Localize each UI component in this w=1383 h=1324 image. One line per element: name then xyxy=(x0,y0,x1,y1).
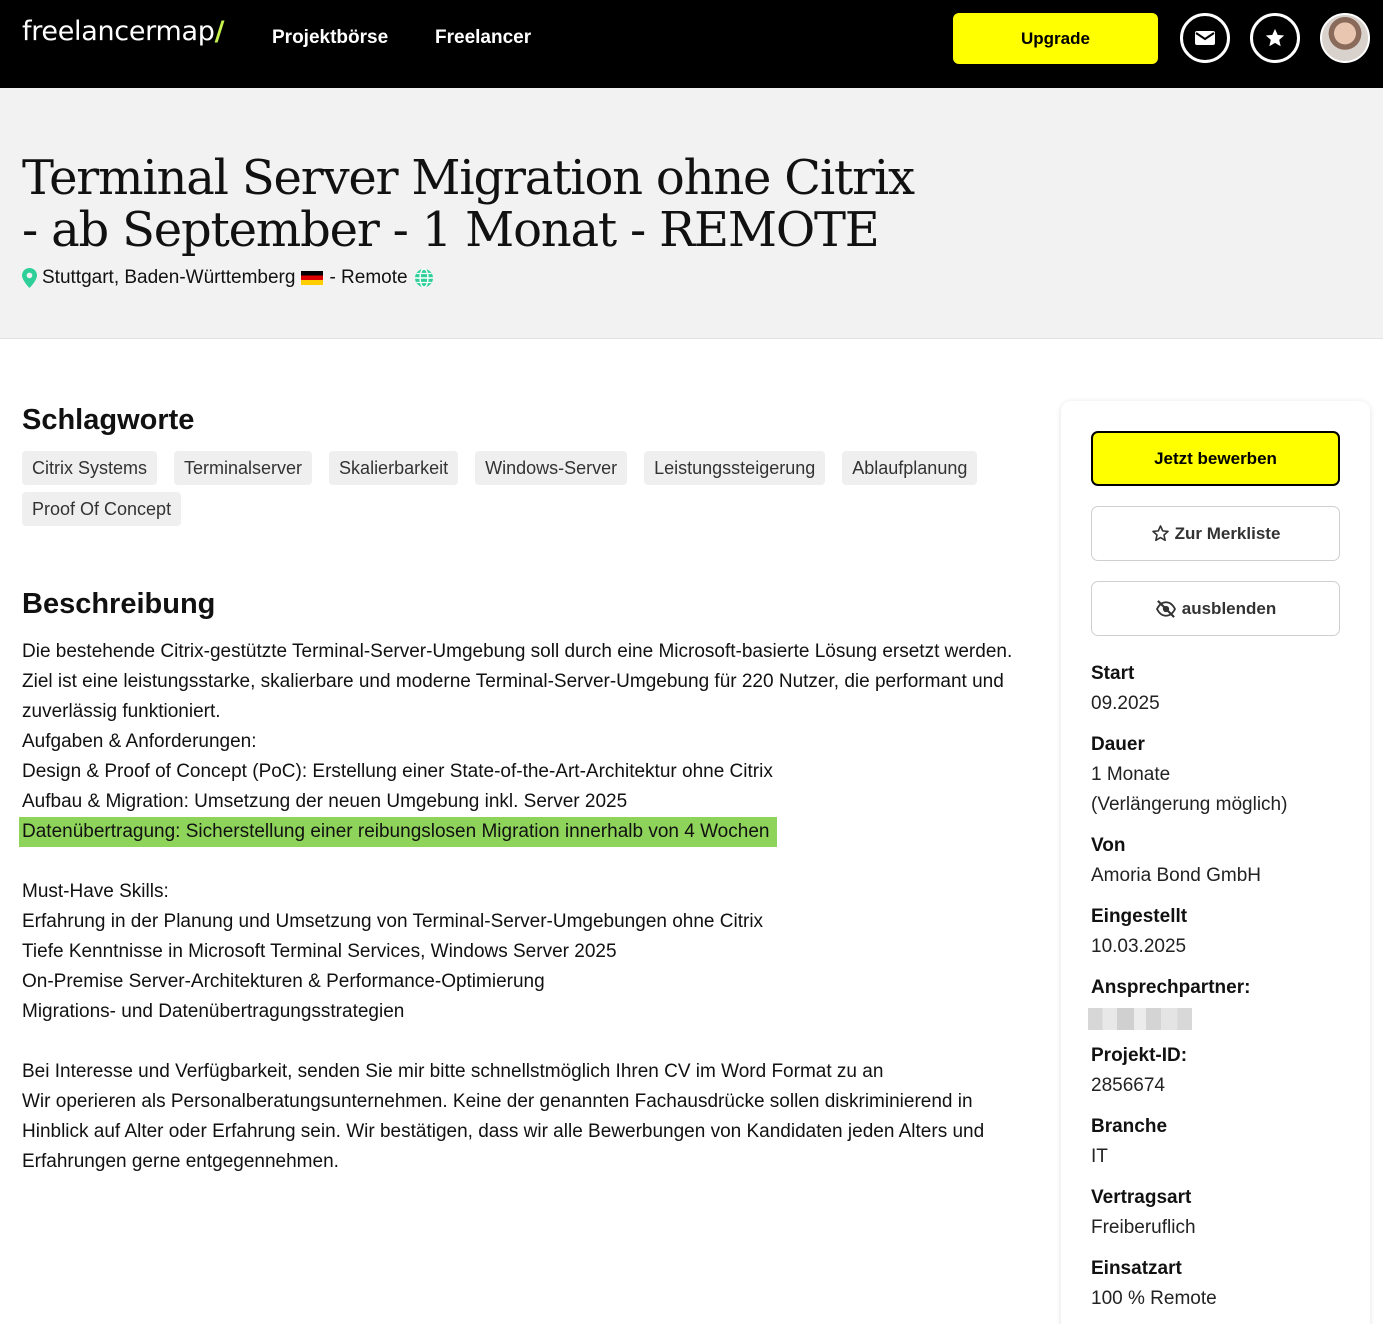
tag-windows-server[interactable]: Windows-Server xyxy=(475,451,627,485)
germany-flag-icon xyxy=(301,271,323,285)
fact-duration xyxy=(1091,730,1351,820)
fact-label: Projekt-ID: xyxy=(1091,1045,1188,1066)
tag-skalierbarkeit[interactable]: Skalierbarkeit xyxy=(329,451,458,485)
star-icon xyxy=(1264,27,1286,49)
highlighted-task-item: Datenübertragung: Sicherstellung einer reibungslosen Migration innerhalb von 4 Wochen xyxy=(19,817,777,847)
title-line-2: - ab September - 1 Monat - REMOTE xyxy=(22,202,879,258)
keyword-tags xyxy=(22,451,982,526)
nav-freelancer[interactable]: Freelancer xyxy=(435,27,532,48)
fact-label: Eingestellt xyxy=(1091,906,1188,927)
project-location xyxy=(22,267,434,289)
fact-value: Amoria Bond GmbH xyxy=(1091,865,1262,886)
tag-terminalserver[interactable]: Terminalserver xyxy=(174,451,312,485)
fact-start xyxy=(1091,659,1351,719)
fact-value: 09.2025 xyxy=(1091,693,1160,714)
hide-button[interactable] xyxy=(1091,581,1340,636)
fact-value: IT xyxy=(1091,1146,1108,1167)
keywords-heading: Schlagworte xyxy=(22,404,195,436)
blurred-contact-name xyxy=(1088,1008,1192,1030)
fact-contract-type xyxy=(1091,1183,1351,1243)
fact-value: 10.03.2025 xyxy=(1091,936,1187,957)
location-pin-icon xyxy=(22,268,37,288)
bookmark-label: Zur Merkliste xyxy=(1174,523,1281,543)
nav-projektboerse[interactable]: Projektbörse xyxy=(272,27,389,48)
task-item: Aufbau & Migration: Umsetzung der neuen Umgebung inkl. Server 2025 xyxy=(22,791,628,812)
fact-value: 1 Monate xyxy=(1091,764,1171,785)
fact-label: Ansprechpartner: xyxy=(1091,977,1251,998)
tag-citrix-systems[interactable]: Citrix Systems xyxy=(22,451,157,485)
description-heading: Beschreibung xyxy=(22,588,216,620)
fact-value: Freiberuflich xyxy=(1091,1217,1196,1238)
fact-label: Branche xyxy=(1091,1116,1168,1137)
fact-note: (Verlängerung möglich) xyxy=(1091,794,1288,815)
fact-from xyxy=(1091,831,1351,891)
title-line-1: Terminal Server Migration ohne Citrix xyxy=(22,150,914,206)
hide-label: ausblenden xyxy=(1181,598,1277,618)
project-sidebar-card xyxy=(1061,401,1370,1324)
fact-label: Start xyxy=(1091,663,1135,684)
fact-work-mode xyxy=(1091,1254,1351,1314)
fact-posted xyxy=(1091,902,1351,962)
fact-label: Dauer xyxy=(1091,734,1145,755)
logo-text: freelancermap xyxy=(22,16,215,47)
fact-contact xyxy=(1091,973,1351,1030)
skill-item: Erfahrung in der Planung und Umsetzung von Terminal-Server-Umgebungen ohne Citrix xyxy=(22,911,764,932)
project-title xyxy=(22,152,922,256)
fact-label: Vertragsart xyxy=(1091,1187,1192,1208)
description-body xyxy=(22,637,1022,1177)
skill-item: Tiefe Kenntnisse in Microsoft Terminal Services, Windows Server 2025 xyxy=(22,941,617,962)
task-item: Design & Proof of Concept (PoC): Erstellung einer State-of-the-Art-Architektur ohne Citrix xyxy=(22,761,773,782)
fact-value: 2856674 xyxy=(1091,1075,1165,1096)
star-outline-icon xyxy=(1151,524,1170,543)
description-intro: Die bestehende Citrix-gestützte Terminal-Server-Umgebung soll durch eine Microsoft-basierte Lösung ersetzt werden. Ziel ist eine leistungsstarke, skalierbare und moderne Terminal-Server-Umgebung für 220 Nutzer, die performant und zuverlässig funktioniert. xyxy=(22,641,1013,722)
messages-button[interactable] xyxy=(1180,13,1230,63)
logo-slash: / xyxy=(214,16,225,47)
project-facts xyxy=(1091,659,1351,1324)
eye-slash-icon xyxy=(1155,600,1177,618)
closing-contact-text: Bei Interesse und Verfügbarkeit, senden Sie mir bitte schnellstmöglich Ihren CV im Word Format zu an xyxy=(22,1061,884,1082)
globe-icon xyxy=(414,268,434,288)
fact-label: Von xyxy=(1091,835,1126,856)
location-text: Stuttgart, Baden-Württemberg xyxy=(42,267,296,288)
bookmark-button[interactable] xyxy=(1091,506,1340,561)
tag-proof-of-concept[interactable]: Proof Of Concept xyxy=(22,492,181,526)
tag-leistungssteigerung[interactable]: Leistungssteigerung xyxy=(644,451,825,485)
fact-project-id xyxy=(1091,1041,1351,1101)
skill-item: On-Premise Server-Architekturen & Performance-Optimierung xyxy=(22,971,545,992)
favorites-button[interactable] xyxy=(1250,13,1300,63)
upgrade-button[interactable]: Upgrade xyxy=(953,13,1158,64)
apply-button[interactable]: Jetzt bewerben xyxy=(1091,431,1340,486)
closing-disclaimer-text: Wir operieren als Personalberatungsunternehmen. Keine der genannten Fachausdrücke sollen diskriminierend in Hinblick auf Alter oder Erfahrung sein. Wir bestätigen, dass wir alle Bewerbungen von Kandidaten jeden Alters und Erfahrungen gerne entgegennehmen. xyxy=(22,1091,985,1172)
tag-ablaufplanung[interactable]: Ablaufplanung xyxy=(842,451,977,485)
project-header xyxy=(0,88,1383,339)
fact-industry xyxy=(1091,1112,1351,1172)
top-navigation xyxy=(0,0,1383,88)
fact-value: 100 % Remote xyxy=(1091,1288,1217,1309)
fact-label: Einsatzart xyxy=(1091,1258,1182,1279)
tasks-heading: Aufgaben & Anforderungen: xyxy=(22,731,257,752)
skill-item: Migrations- und Datenübertragungsstrategien xyxy=(22,1001,405,1022)
skills-heading: Must-Have Skills: xyxy=(22,881,169,902)
remote-text: - Remote xyxy=(329,267,408,288)
freelancermap-logo[interactable] xyxy=(22,16,224,47)
envelope-icon xyxy=(1194,29,1216,47)
user-avatar[interactable] xyxy=(1320,13,1370,63)
